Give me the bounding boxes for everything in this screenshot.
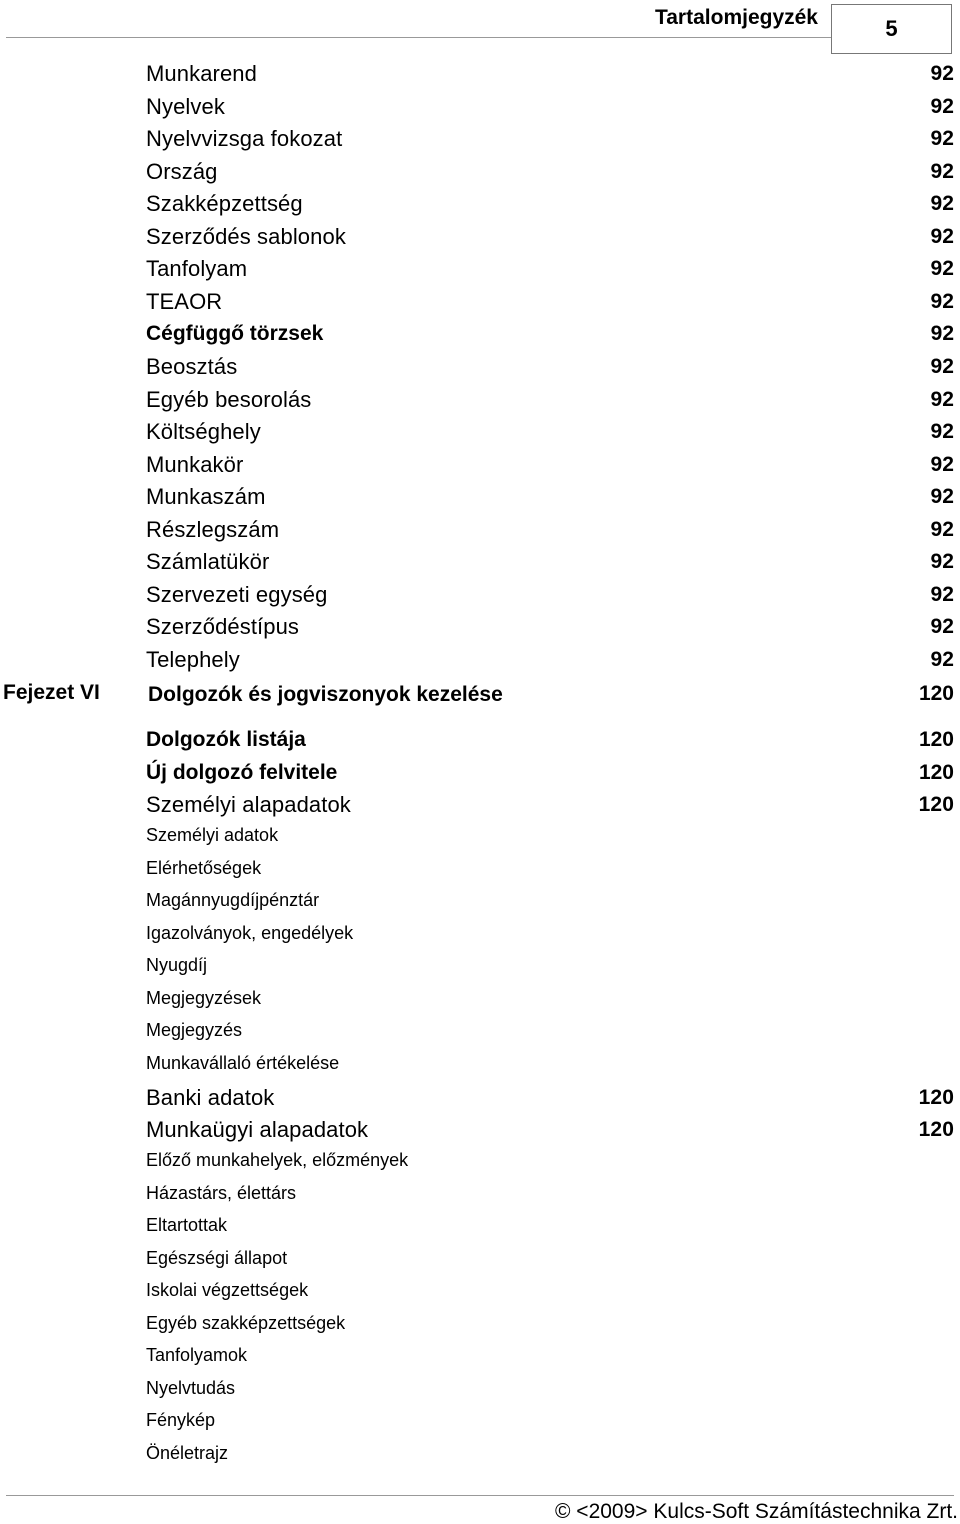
toc-entry-label[interactable]: Eltartottak bbox=[146, 1215, 228, 1235]
toc-entry-label[interactable]: Tanfolyam bbox=[146, 256, 248, 282]
toc-entry-page-number: 120 bbox=[918, 728, 954, 751]
toc-entry-label[interactable]: Nyelvek bbox=[146, 93, 225, 119]
toc-entry-page-number: 120 bbox=[918, 793, 954, 816]
toc-entry-page-number: 92 bbox=[930, 257, 954, 281]
toc-entry-page-number: 92 bbox=[930, 322, 954, 346]
toc-entry-label[interactable]: Nyelvvizsga fokozat bbox=[146, 126, 343, 152]
toc-entry-page-number: 92 bbox=[930, 62, 954, 85]
toc-entry-page-number: 92 bbox=[930, 517, 954, 541]
toc-entry-label[interactable]: Szerződés sablonok bbox=[146, 223, 346, 249]
toc-entry-label[interactable]: Nyugdíj bbox=[146, 955, 208, 975]
toc-entry-page-number: 92 bbox=[930, 647, 954, 671]
toc-entry-label[interactable]: Megjegyzés bbox=[146, 1020, 243, 1040]
toc-entry-label[interactable]: Igazolványok, engedélyek bbox=[146, 922, 354, 943]
toc-entry-label[interactable]: Házastárs, élettárs bbox=[146, 1182, 297, 1203]
toc-entry-label[interactable]: Részlegszám bbox=[146, 516, 280, 542]
toc-entry-page-number: 92 bbox=[930, 452, 954, 476]
toc-entry-label[interactable]: Dolgozók listája bbox=[146, 728, 306, 751]
toc-entry-label[interactable]: Számlatükör bbox=[146, 549, 270, 575]
chapter-heading[interactable] bbox=[0, 682, 960, 708]
toc-entry-label[interactable]: Nyelvtudás bbox=[146, 1377, 236, 1398]
toc-entry-label[interactable]: Önéletrajz bbox=[146, 1442, 229, 1463]
toc-entry-label[interactable]: Magánnyugdíjpénztár bbox=[146, 890, 320, 910]
toc-entry-label[interactable]: Megjegyzések bbox=[146, 987, 262, 1008]
toc-entry-label[interactable]: Munkarend bbox=[146, 61, 257, 86]
toc-entry-page-number: 92 bbox=[930, 224, 954, 248]
page-number: 5 bbox=[885, 16, 898, 41]
toc-entry-label[interactable]: Szervezeti egység bbox=[146, 581, 328, 607]
toc-entry-label[interactable]: TEAOR bbox=[146, 288, 223, 314]
toc-entry-label[interactable]: Iskolai végzettségek bbox=[146, 1280, 309, 1300]
chapter-page-number: 120 bbox=[918, 682, 954, 705]
toc-entry-page-number: 92 bbox=[930, 127, 954, 151]
page-number-box bbox=[831, 4, 952, 54]
toc-entry-label[interactable]: Új dolgozó felvitele bbox=[146, 761, 338, 784]
toc-entry-label[interactable]: Egyéb besorolás bbox=[146, 386, 312, 412]
toc-entry-page-number: 92 bbox=[930, 582, 954, 606]
toc-entry-label[interactable]: Telephely bbox=[146, 646, 240, 672]
toc-entry-label[interactable]: Fénykép bbox=[146, 1410, 216, 1430]
toc-entry-label[interactable]: Személyi adatok bbox=[146, 825, 279, 845]
toc-entry-page-number: 120 bbox=[918, 1118, 954, 1141]
toc-entry-page-number: 92 bbox=[930, 289, 954, 313]
chapter-number: Fejezet VI bbox=[3, 681, 100, 704]
toc-entry-label[interactable]: Egészségi állapot bbox=[146, 1247, 288, 1268]
toc-entry-label[interactable]: Egyéb szakképzettségek bbox=[146, 1312, 346, 1333]
toc-entry-page-number: 92 bbox=[930, 94, 954, 118]
toc-entry-label[interactable]: Munkakör bbox=[146, 451, 244, 477]
toc-entry-label[interactable]: Cégfüggő törzsek bbox=[146, 322, 324, 346]
header-title: Tartalomjegyzék bbox=[654, 6, 818, 29]
toc-entry-label[interactable]: Beosztás bbox=[146, 353, 238, 379]
toc-entry-page-number: 92 bbox=[930, 485, 954, 509]
toc-entry-page-number: 120 bbox=[918, 761, 954, 784]
toc-entry-label[interactable]: Szakképzettség bbox=[146, 191, 303, 217]
toc-entry-page-number: 92 bbox=[930, 550, 954, 574]
footer-rule bbox=[6, 1495, 954, 1496]
footer-copyright: © <2009> Kulcs-Soft Számítástechnika Zrt. bbox=[555, 1500, 958, 1523]
toc-entry-page-number: 92 bbox=[930, 615, 954, 639]
toc-entry-label[interactable]: Munkaszám bbox=[146, 484, 266, 510]
toc-entry-page-number: 92 bbox=[930, 387, 954, 411]
toc-entry-label[interactable]: Ország bbox=[146, 158, 218, 184]
toc-entry-label[interactable]: Előző munkahelyek, előzmények bbox=[146, 1150, 409, 1170]
header-rule bbox=[6, 37, 832, 38]
toc-entry-label[interactable]: Személyi alapadatok bbox=[146, 792, 351, 817]
toc-entry-page-number: 120 bbox=[918, 1086, 954, 1109]
toc-entry-page-number: 92 bbox=[930, 159, 954, 183]
toc-entry-label[interactable]: Elérhetőségek bbox=[146, 857, 262, 878]
toc-entry-page-number: 92 bbox=[930, 420, 954, 444]
toc-entry-label[interactable]: Banki adatok bbox=[146, 1085, 275, 1110]
toc-entry-label[interactable]: Munkaügyi alapadatok bbox=[146, 1117, 369, 1142]
toc-entry-page-number: 92 bbox=[930, 354, 954, 378]
toc-entry-label[interactable]: Munkavállaló értékelése bbox=[146, 1052, 340, 1073]
toc-entry-label[interactable]: Szerződéstípus bbox=[146, 614, 300, 640]
toc-entry-label[interactable]: Költséghely bbox=[146, 419, 261, 445]
chapter-title[interactable]: Dolgozók és jogviszonyok kezelése bbox=[148, 683, 503, 706]
toc-entry-label[interactable]: Tanfolyamok bbox=[146, 1345, 248, 1365]
toc-entry-page-number: 92 bbox=[930, 192, 954, 216]
